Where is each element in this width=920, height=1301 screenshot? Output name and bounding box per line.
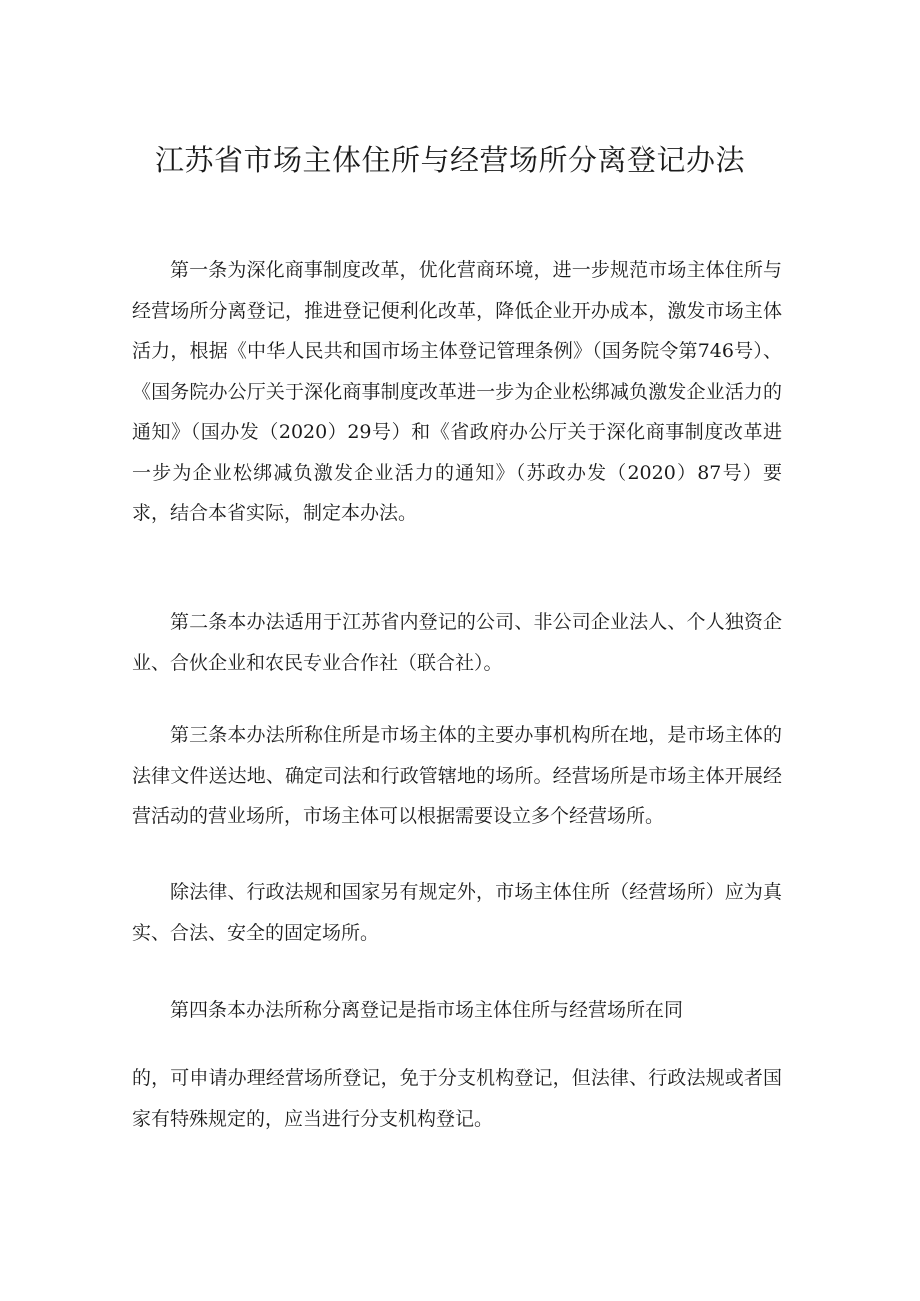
article-3-paragraph: 第三条本办法所称住所是市场主体的主要办事机构所在地，是市场主体的法律文件送达地、确定司法和行政管辖地的场所。经营场所是市场主体开展经营活动的营业场所，市场主体可以根据需要设立多个经营场所。 bbox=[132, 724, 782, 827]
article-4-continuation-paragraph: 的，可申请办理经营场所登记，免于分支机构登记，但法律、行政法规或者国家有特殊规定的，应当进行分支机构登记。 bbox=[132, 1067, 782, 1130]
article-4-paragraph: 第四条本办法所称分离登记是指市场主体住所与经营场所在同 bbox=[170, 999, 684, 1021]
article-2-paragraph: 第二条本办法适用于江苏省内登记的公司、非公司企业法人、个人独资企业、合伙企业和农民专业合作社（联合社）。 bbox=[132, 611, 782, 674]
article-3-supplement-paragraph: 除法律、行政法规和国家另有规定外，市场主体住所（经营场所）应为真实、合法、安全的固定场所。 bbox=[132, 881, 782, 944]
document-title: 江苏省市场主体住所与经营场所分离登记办法 bbox=[154, 143, 745, 177]
article-1-paragraph: 第一条为深化商事制度改革，优化营商环境，进一步规范市场主体住所与经营场所分离登记，推进登记便利化改革，降低企业开办成本，激发市场主体活力，根据《中华人民共和国市场主体登记管理条例》（国务院令第746号）、《国务院办公厅关于深化商事制度改革进一步为企业松绑减负激发企业活力的通知》（国办发（2020）29号）和《省政府办公厅关于深化商事制度改革进一步为企业松绑减负激发企业活力的通知》（苏政办发（2020）87号）要求，结合本省实际，制定本办法。 bbox=[132, 259, 782, 524]
